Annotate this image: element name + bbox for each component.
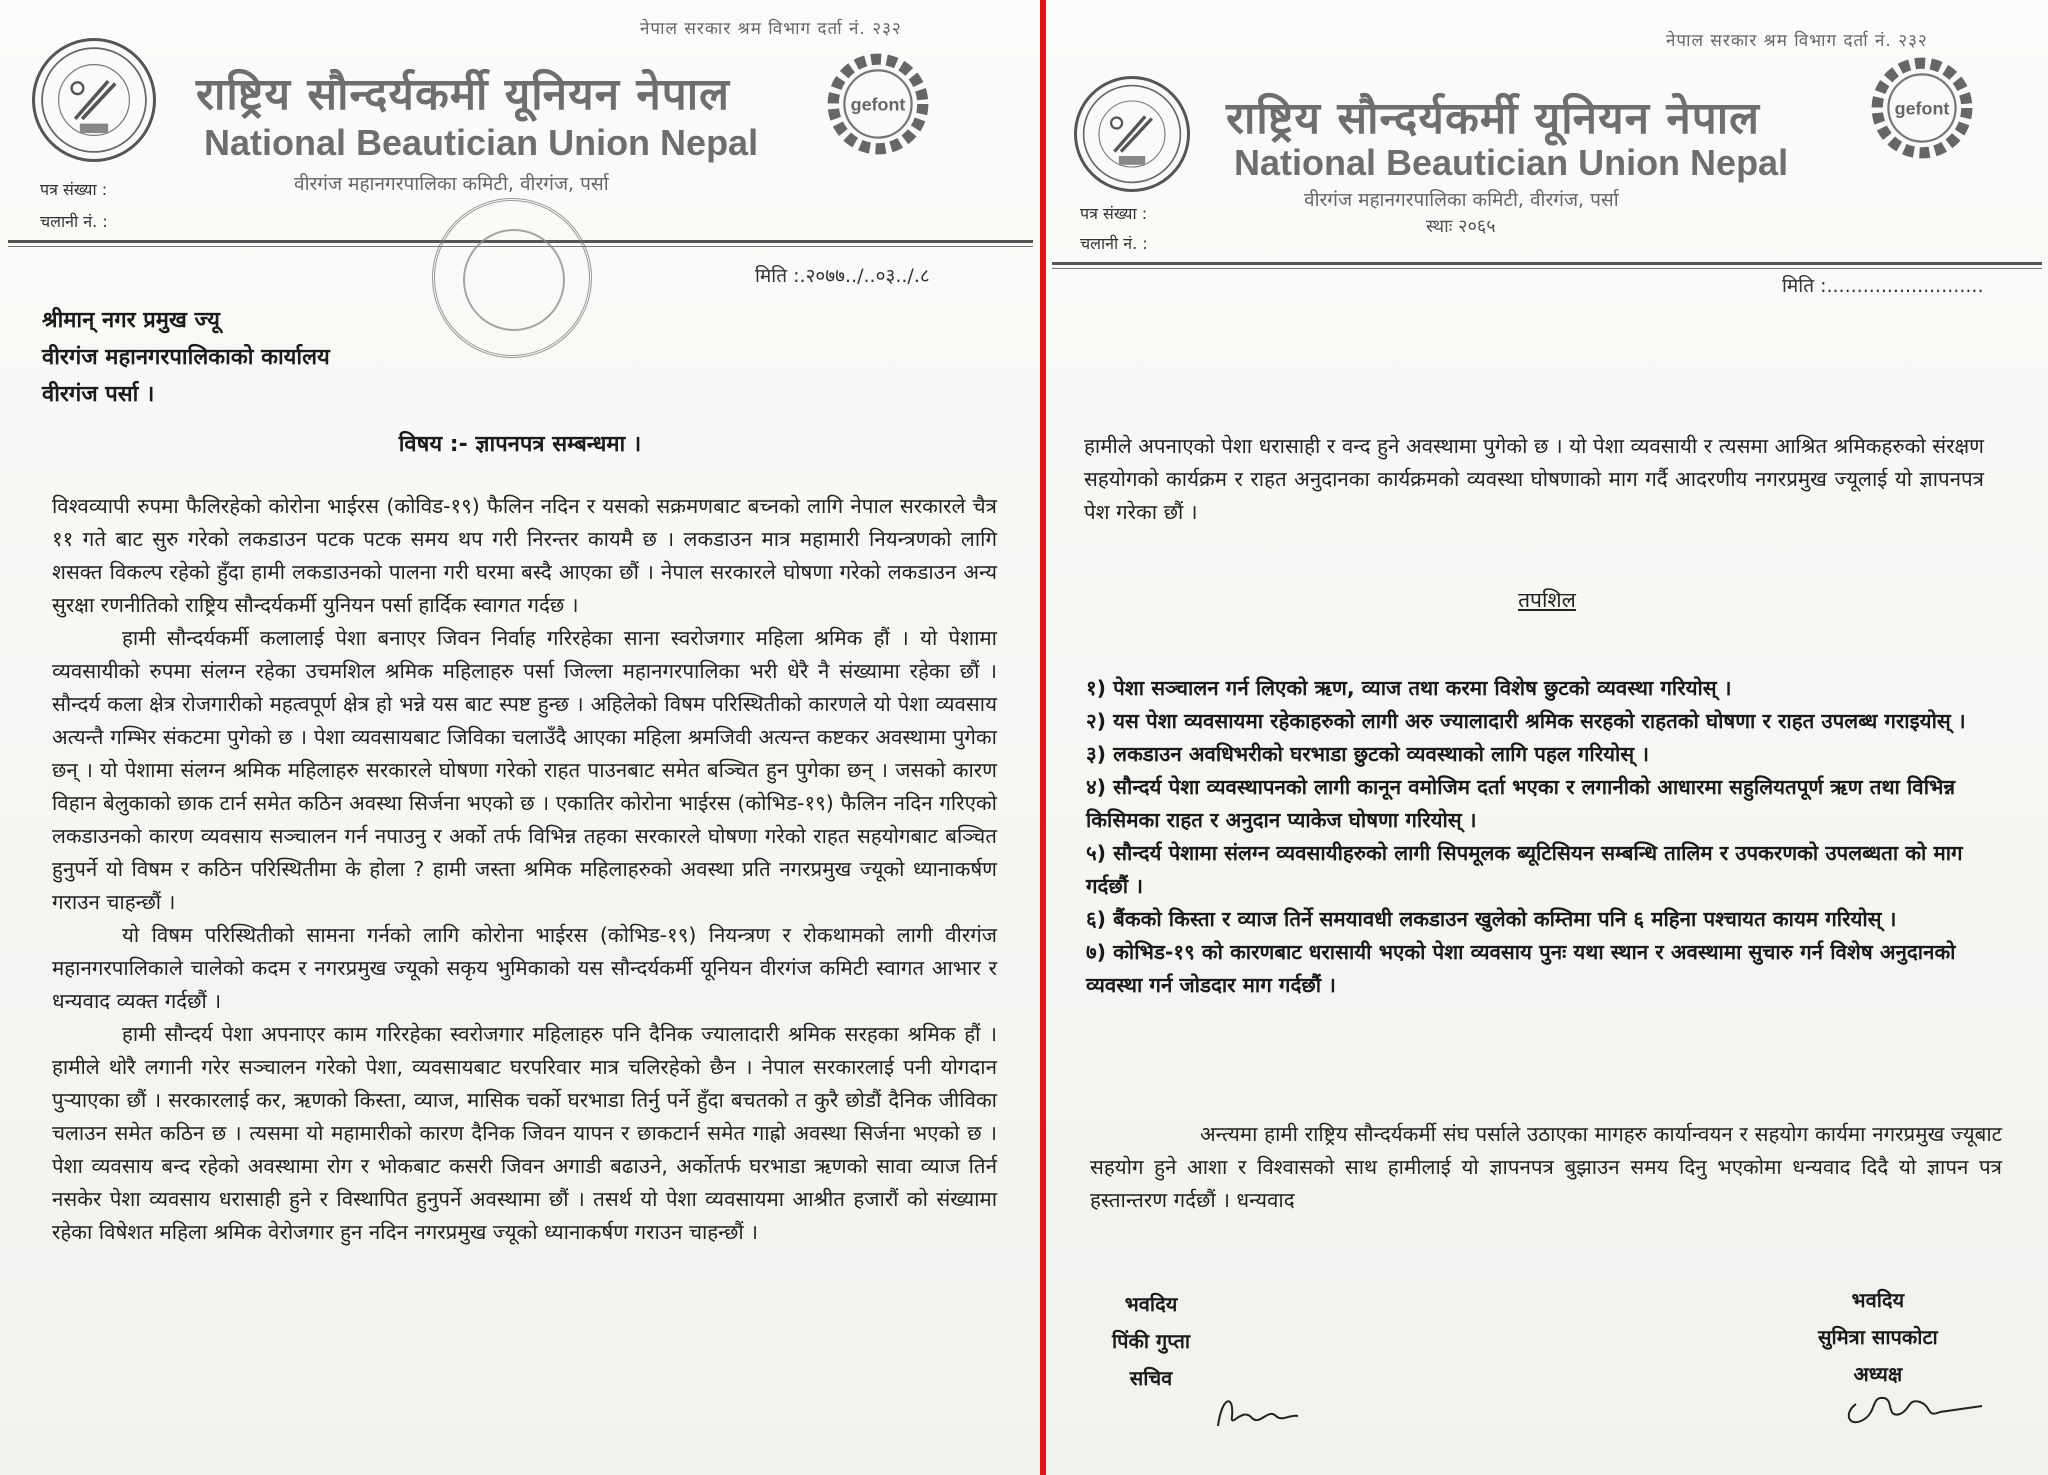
svg-text:gefont: gefont xyxy=(1894,98,1950,119)
union-title-nepali: राष्ट्रिय सौन्दर्यकर्मी यूनियन नेपाल xyxy=(1226,93,1760,144)
union-title-english: National Beautician Union Nepal xyxy=(1234,142,1789,183)
union-logo xyxy=(1074,76,1190,192)
committee-address: वीरगंज महानगरपालिका कमिटी, वीरगंज, पर्सा xyxy=(294,173,609,195)
letter-date: मिति :.......................... xyxy=(1782,275,1984,297)
addressee-line: श्रीमान् नगर प्रमुख ज्यू xyxy=(42,308,220,333)
letter-subject: विषय :- ज्ञापनपत्र सम्बन्धमा । xyxy=(398,432,642,457)
body-paragraph: हामी सौन्दर्यकर्मी कलालाई पेशा बनाएर जिवन निर्वाह गरिरहेका साना स्वरोजगार महिला श्रमिक हौं । यो पेशामा व्यवसायीको रुपमा संलग्न रहेका उचमशिल श्रमिक महिलाहरु पर्सा जिल्ला महानगरपालिका भरी धेरै नै संख्यामा रहेका छौं । सौन्दर्य कला क्षेत्र रोजगारीको महत्वपूर्ण क्षेत्र हो भन्ने यस बाट स्पष्ट हुन्छ । अहिलेको विषम परिस्थितीको कारणले यो पेशा व्यवसाय अत्यन्तै गम्भिर संकटमा पुगेको छ । पेशा व्यवसायबाट जिविका चलाउँदै आएका महिला श्रमजिवी अत्यन्त कष्टकर अवस्थामा पुगेका छन् । यो पेशामा संलग्न श्रमिक महिलाहरु सरकारले घोषणा गरेको राहत पाउनबाट समेत बञ्चित हुन पुगेका छन् । जसको कारण विहान बेलुकाको छाक टार्न समेत कठिन अवस्था सिर्जना भएको छ । एकातिर कोरोना भाईरस (कोभिड-१९) फैलिन नदिन गरिएको लकडाउनको कारण व्यवसाय सञ्चालन गर्न नपाउनु र अर्को तर्फ विभिन्न तहका सरकारले घोषणा गरेको राहत सहयोगबाट बञ्चित हुनुपर्ने यो विषम र कठिन परिस्थितीमा के होला ? हामी जस्ता श्रमिक महिलाहरुको अवस्था प्रति नगरप्रमुख ज्यूको ध्यानाकर्षण गराउन चाहन्छौं । xyxy=(52,626,997,914)
registration-number: नेपाल सरकार श्रम विभाग दर्ता नं. २३२ xyxy=(1666,31,1928,51)
committee-address: वीरगंज महानगरपालिका कमिटी, वीरगंज, पर्सा xyxy=(1304,189,1619,211)
svg-text:gefont: gefont xyxy=(850,94,906,115)
union-title-english: National Beautician Union Nepal xyxy=(204,122,759,163)
president-signature xyxy=(1836,1384,1986,1438)
body-paragraph: विश्वव्यापी रुपमा फैलिरहेको कोरोना भाईरस (कोविड-१९) फैलिन नदिन र यसको सक्रमणबाट बच्नको लागि नेपाल सरकारले चैत्र ११ गते बाट सुरु गरेको लकडाउन पटक पटक समय थप गरी निरन्तर कायमै छ । लकडाउन मात्र महामारी नियन्त्रणको लागि शसक्त विकल्प रहेको हुँदा हामी लकडाउनको पालना गरी घरमा बस्दै आएका छौं । नेपाल सरकारले घोषणा गरेको लकडाउन अन्य सुरक्षा रणनीतिको राष्ट्रिय सौन्दर्यकर्मी युनियन पर्सा हार्दिक स्वागत गर्दछ । xyxy=(52,494,997,617)
signatory-name: सुमित्रा सापकोटा xyxy=(1818,1325,1938,1349)
header-rule xyxy=(1052,262,2042,265)
signatory-title: सचिव xyxy=(1129,1366,1173,1390)
letter-number-label: पत्र संख्या : xyxy=(40,180,108,199)
registration-number: नेपाल सरकार श्रम विभाग दर्ता नं. २३२ xyxy=(640,19,902,39)
intro-paragraph: हामीले अपनाएको पेशा धरासाही र वन्द हुने अवस्थामा पुगेको छ । यो पेशा व्यवसायी र त्यसमा आश्रित श्रमिकहरुको संरक्षण सहयोगको कार्यक्रम र राहत अनुदानका कार्यक्रमको व्यवस्था घोषणाको माग गर्दै आदरणीय नगरप्रमुख ज्यूलाई यो ज्ञापनपत्र पेश गरेका छौं । xyxy=(1084,434,1984,524)
demand-item: ६) बैंकको किस्ता र व्याज तिर्ने समयावधी लकडाउन खुलेको कम्तिमा पनि ६ महिना पश्चायत कायम गरियोस् । xyxy=(1086,907,1897,931)
demand-item: २) यस पेशा व्यवसायमा रहेकाहरुको लागी अरु ज्यालादारी श्रमिक सरहको राहतको घोषणा र राहत उपलब्ध गराइयोस् । xyxy=(1086,709,1966,733)
established-year: स्थाः २०६५ xyxy=(1426,216,1496,237)
signatory-name: पिंकी गुप्ता xyxy=(1112,1329,1191,1353)
gefont-logo xyxy=(822,48,934,160)
body-paragraph: हामी सौन्दर्य पेशा अपनाएर काम गरिरहेका स्वरोजगार महिलाहरु पनि दैनिक ज्यालादारी श्रमिक सरहका श्रमिक हौं । हामीले थोरै लगानी गरेर सञ्चालन गरेको पेशा, व्यवसायबाट घरपरिवार मात्र चलिरहेको छैन । नेपाल सरकारलाई पनी योगदान पुऱ्याएका छौं । सरकारलाई कर, ऋणको किस्ता, व्याज, मासिक चर्को घरभाडा तिर्नु पर्ने हुँदा बचतको त कुरै छोडौं दैनिक जीविका चलाउन समेत कठिन छ । त्यसमा यो महामारीको कारण दैनिक जिवन यापन र छाकटार्न समेत गाह्रो अवस्था सिर्जना भएको छ । पेशा व्यवसाय बन्द रहेको अवस्थामा रोग र भोकबाट कसरी जिवन अगाडी बढाउने, अर्कोतर्फ घरभाडा ऋणको सावा व्याज तिर्न नसकेर पेशा व्यवसाय धरासाही हुने र विस्थापित हुनुपर्ने अवस्थामा छौं । तसर्थ यो पेशा व्यवसायमा आश्रीत हजारौं को संख्यामा रहेका विषेशत महिला श्रमिक वेरोजगार हुन नदिन नगरप्रमुख ज्यूको ध्यानाकर्षण गराउन चाहन्छौं । xyxy=(52,1022,997,1244)
dispatch-number-label: चलानी नं. : xyxy=(40,212,108,231)
gefont-logo xyxy=(1866,52,1978,164)
demand-item: ५) सौन्दर्य पेशामा संलग्न व्यवसायीहरुको लागी सिपमूलक ब्यूटिसियन सम्बन्धि तालिम र उपकरणको उपलब्धता को माग गर्दछौं । xyxy=(1086,841,1963,898)
addressee-line: वीरगंज पर्सा । xyxy=(42,382,155,407)
union-logo xyxy=(32,38,156,162)
president-signature-block xyxy=(1818,1282,1938,1393)
secretary-signature xyxy=(1212,1386,1302,1436)
signatory-title: अध्यक्ष xyxy=(1853,1362,1903,1386)
demand-item: १) पेशा सञ्चालन गर्न लिएको ऋण, व्याज तथा करमा विशेष छुटको व्यवस्था गरियोस् । xyxy=(1086,676,1732,700)
office-stamp xyxy=(432,198,592,358)
sign-off-label: भवदिय xyxy=(1124,1292,1178,1316)
addressee-line: वीरगंज महानगरपालिकाको कार्यालय xyxy=(42,345,330,370)
header-rule-thin xyxy=(1052,268,2042,269)
dispatch-number-label: चलानी नं. : xyxy=(1080,234,1148,253)
demand-item: ३) लकडाउन अवधिभरीको घरभाडा छुटको व्यवस्थाको लागि पहल गरियोस् । xyxy=(1086,742,1650,766)
demands-list xyxy=(1086,672,1966,1002)
demand-item: ७) कोभिड-१९ को कारणबाट धरासायी भएको पेशा व्यवसाय पुनः यथा स्थान र अवस्थामा सुचारु गर्न विशेष अनुदानको व्यवस्था गर्न जोडदार माग गर्दछौं । xyxy=(1086,940,1956,997)
sign-off-label: भवदिय xyxy=(1851,1288,1905,1312)
addressee-block xyxy=(42,302,330,413)
letter-number-label: पत्र संख्या : xyxy=(1080,204,1148,223)
body-paragraph: यो विषम परिस्थितीको सामना गर्नको लागि कोरोना भाईरस (कोभिड-१९) नियन्त्रण र रोकथामको लागी वीरगंज महानगरपालिकाले चालेको कदम र नगरप्रमुख ज्यूको सकृय भुमिकाको यस सौन्दर्यकर्मी यूनियन वीरगंज कमिटी स्वागत आभार र धन्यवाद व्यक्त गर्दछौं । xyxy=(52,923,997,1013)
letter-body xyxy=(52,490,997,1249)
letter-date: मिति :.२०७७../..०३../.८ xyxy=(755,265,930,287)
union-title-nepali: राष्ट्रिय सौन्दर्यकर्मी यूनियन नेपाल xyxy=(196,69,730,120)
tapashil-heading: तपशिल xyxy=(1518,588,1576,612)
secretary-signature-block xyxy=(1112,1286,1190,1397)
closing-paragraph: अन्त्यमा हामी राष्ट्रिय सौन्दर्यकर्मी संघ पर्साले उठाएका मागहरु कार्यान्वयन र सहयोग कार्यमा नगरप्रमुख ज्यूबाट सहयोग हुने आशा र विश्वासको साथ हामीलाई यो ज्ञापनपत्र बुझाउन समय दिनु भएकोमा धन्यवाद दिदै यो ज्ञापन पत्र हस्तान्तरण गर्दछौं । धन्यवाद xyxy=(1090,1122,2002,1212)
demand-item: ४) सौन्दर्य पेशा व्यवस्थापनको लागी कानून वमोजिम दर्ता भएका र लगानीको आधारमा सहुलियतपूर्ण ऋण तथा विभिन्न किसिमका राहत र अनुदान प्याकेज घोषणा गरियोस् । xyxy=(1086,775,1956,832)
right-letter-page xyxy=(1046,0,2048,1475)
